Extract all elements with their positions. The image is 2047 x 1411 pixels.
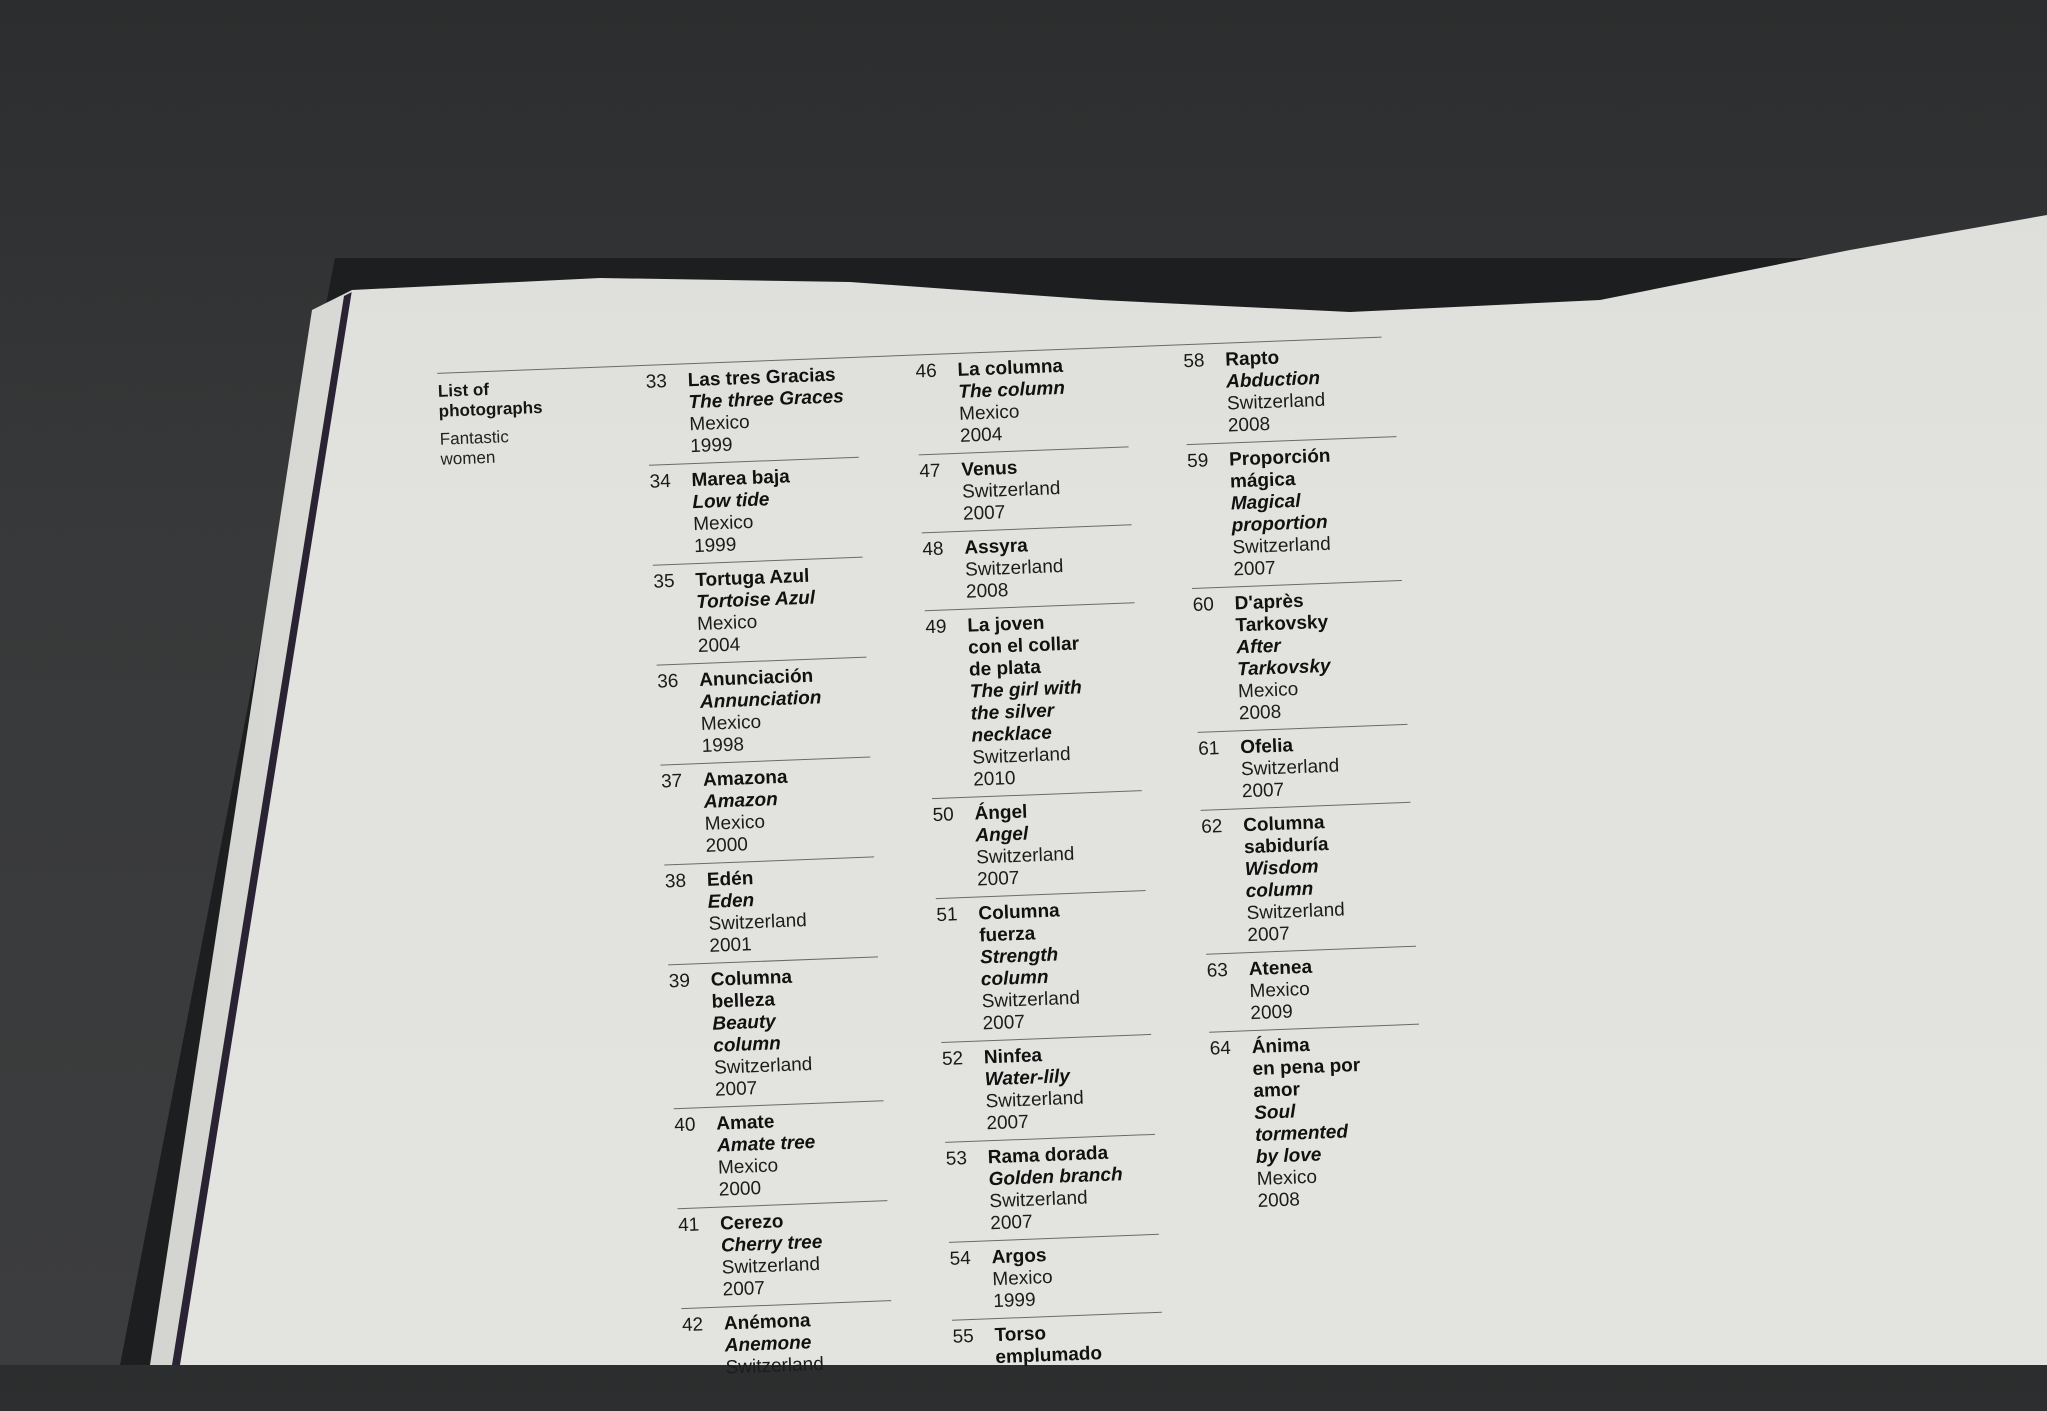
title-english: Cherry tree <box>720 1231 823 1257</box>
entry-number: 36 <box>656 670 679 693</box>
entry-text <box>978 897 1151 1035</box>
photo-entry <box>1183 337 1397 445</box>
location: Mexico <box>1249 978 1311 1003</box>
title-english: Magical proportion <box>1230 490 1329 537</box>
entry-text <box>1251 1031 1426 1213</box>
title-english: Amate tree <box>716 1131 816 1157</box>
entry-text <box>961 453 1131 525</box>
year: 2007 <box>986 1111 1030 1135</box>
entry-text <box>716 1107 887 1201</box>
year: 2000 <box>705 834 749 857</box>
entry-text <box>1243 809 1416 947</box>
entry-text <box>957 353 1128 447</box>
year: 2009 <box>1250 1001 1294 1025</box>
title-english: Eden <box>707 890 755 913</box>
year: 2001 <box>709 934 753 957</box>
entry-number: 59 <box>1186 450 1209 473</box>
entry-text <box>984 1041 1155 1135</box>
entry-number: 37 <box>660 770 683 793</box>
title-spanish: Columna sabiduría <box>1242 812 1329 859</box>
title-english: Anemone <box>724 1332 812 1357</box>
year: 1998 <box>701 734 745 757</box>
entry-text <box>710 963 883 1101</box>
photo-entry <box>919 447 1132 533</box>
location: Switzerland <box>713 1053 813 1079</box>
entry-text <box>1234 587 1407 725</box>
title-english: Beauty column <box>712 1011 782 1057</box>
entry-text <box>707 863 878 957</box>
title-english: Abduction <box>1225 367 1321 393</box>
location: Switzerland <box>975 843 1075 869</box>
entry-text <box>720 1207 891 1301</box>
title-english: Low tide <box>692 489 770 514</box>
entry-number: 48 <box>921 538 944 561</box>
title-english: Wisdom column <box>1244 856 1319 903</box>
title-spanish: Columna fuerza <box>978 900 1061 947</box>
column-2 <box>915 347 1164 1375</box>
photo-entry <box>922 525 1135 611</box>
entry-text <box>1240 731 1410 803</box>
year: 2000 <box>718 1178 762 1201</box>
title-spanish: Anunciación <box>698 665 814 692</box>
photo-entry <box>657 658 871 766</box>
location: Switzerland <box>1232 533 1332 559</box>
location: Switzerland <box>708 910 808 935</box>
photo-entry <box>653 558 867 666</box>
photo-entry <box>941 1035 1155 1143</box>
title-english: Strength column <box>979 944 1059 991</box>
location: Switzerland <box>964 555 1064 581</box>
location: Switzerland <box>961 478 1061 503</box>
title-spanish: Ofelia <box>1239 735 1294 759</box>
title-spanish: Columna belleza <box>710 966 793 1013</box>
title-spanish: Ninfea <box>983 1045 1043 1069</box>
title-spanish: Argos <box>991 1245 1047 1269</box>
photo-entry <box>1198 725 1411 811</box>
entry-text <box>974 797 1145 891</box>
title-english: The three Graces <box>688 386 845 414</box>
list-heading: List of photographs <box>437 379 543 421</box>
photo-entry <box>649 458 863 566</box>
entry-text <box>991 1241 1161 1313</box>
title-spanish: Rama dorada <box>987 1142 1109 1169</box>
year: 2008 <box>965 580 1009 603</box>
year: 2008 <box>1257 1189 1301 1212</box>
entry-number: 35 <box>653 570 675 593</box>
column-1 <box>645 358 894 1386</box>
title-spanish: Torso emplumado <box>994 1323 1103 1369</box>
title-spanish: Amazona <box>702 766 788 791</box>
entry-number: 50 <box>932 804 955 827</box>
title-english: Soul tormented by love <box>1253 1101 1349 1168</box>
year: 2007 <box>714 1078 758 1101</box>
year: 2010 <box>972 767 1016 791</box>
entry-number: 55 <box>952 1325 975 1348</box>
location: Mexico <box>704 811 766 835</box>
photo-entry <box>660 758 874 866</box>
entry-number: 46 <box>915 360 938 383</box>
title-spanish: Cerezo <box>719 1211 784 1235</box>
location: Switzerland <box>725 1353 825 1379</box>
entry-number: 49 <box>924 616 947 639</box>
entry-number: 64 <box>1209 1037 1232 1060</box>
location: Mexico <box>717 1155 779 1179</box>
photo-entry <box>915 347 1129 455</box>
location: Mexico <box>692 511 754 536</box>
year: 1999 <box>992 1289 1036 1313</box>
year: 2007 <box>1247 923 1291 947</box>
photo-entry <box>945 1135 1159 1243</box>
entry-text <box>703 763 874 857</box>
photo-entry <box>952 1313 1164 1376</box>
title-english: Water-lily <box>984 1066 1071 1091</box>
entry-text <box>1248 953 1418 1025</box>
photo-entry <box>1187 437 1402 589</box>
entry-number: 42 <box>681 1314 704 1337</box>
title-spanish: D'après Tarkovsky <box>1234 590 1329 637</box>
year: 1999 <box>689 434 733 458</box>
entry-number: 34 <box>649 470 672 493</box>
entry-text <box>987 1141 1158 1235</box>
entry-text <box>724 1307 894 1379</box>
title-english: Annunciation <box>699 687 822 713</box>
entry-text <box>691 464 862 558</box>
entry-number: 41 <box>677 1214 700 1237</box>
photo-entry <box>678 1201 892 1309</box>
entry-number: 47 <box>919 460 941 483</box>
entry-number: 58 <box>1182 350 1205 373</box>
location: Switzerland <box>972 743 1071 769</box>
location: Mexico <box>700 711 762 735</box>
entry-number: 33 <box>645 371 668 393</box>
photo-entry <box>1201 803 1416 955</box>
year: 2007 <box>982 1011 1026 1035</box>
photo-entry <box>664 857 878 965</box>
title-spanish: Assyra <box>963 535 1029 559</box>
photo-entry <box>668 957 883 1109</box>
location: Mexico <box>992 1266 1054 1291</box>
entry-number: 52 <box>941 1048 964 1070</box>
entry-text <box>1225 343 1396 437</box>
title-spanish: Las tres Gracias <box>687 364 836 392</box>
entry-text <box>1229 443 1402 581</box>
photo-entry <box>681 1301 894 1386</box>
entry-text <box>964 531 1134 603</box>
location: Mexico <box>1237 679 1299 703</box>
year: 2007 <box>722 1277 766 1301</box>
title-english: Amazon <box>703 789 779 813</box>
entry-number: 40 <box>673 1114 696 1137</box>
entry-number: 39 <box>668 970 691 993</box>
year: 2007 <box>989 1211 1033 1235</box>
title-spanish: Marea baja <box>691 466 791 492</box>
year: 2007 <box>962 502 1006 525</box>
location: Mexico <box>958 401 1020 425</box>
year: 2007 <box>1241 779 1285 803</box>
photo-entry <box>949 1235 1162 1321</box>
entry-text <box>699 664 870 758</box>
photo-entry <box>936 891 1151 1043</box>
title-english: After Tarkovsky <box>1235 635 1331 681</box>
location: Mexico <box>696 611 758 636</box>
title-spanish: Amate <box>715 1111 775 1135</box>
location: Switzerland <box>981 987 1081 1013</box>
title-english: The column <box>957 377 1066 403</box>
title-spanish: La columna <box>957 355 1064 381</box>
location: Switzerland <box>1246 899 1346 925</box>
entry-number: 51 <box>936 904 958 927</box>
year: 2008 <box>1227 413 1271 437</box>
title-spanish: Rapto <box>1224 347 1280 371</box>
year: 2008 <box>1238 701 1282 725</box>
title-spanish: Proporción mágica <box>1228 445 1331 493</box>
title-spanish: Tortuga Azul <box>695 565 810 592</box>
title-spanish: La joven con el collar de plata <box>966 612 1080 681</box>
year: 2004 <box>697 634 741 658</box>
title-spanish: Ánima en pena por amor <box>1251 1034 1361 1103</box>
year: 2004 <box>959 424 1003 447</box>
entry-number: 53 <box>945 1148 968 1170</box>
location: Switzerland <box>1240 755 1340 781</box>
year: 1999 <box>693 534 737 558</box>
photo-entry <box>925 603 1142 799</box>
title-spanish: Edén <box>706 868 754 891</box>
location: Switzerland <box>721 1253 821 1279</box>
series-title: Fantastic women <box>439 427 510 469</box>
photo-entry <box>932 791 1146 899</box>
photo-entry <box>1206 947 1419 1033</box>
location: Switzerland <box>989 1187 1089 1213</box>
photo-entry <box>674 1101 888 1209</box>
entry-text <box>687 364 858 458</box>
location: Mexico <box>1256 1166 1318 1190</box>
photo-entry <box>1192 581 1407 733</box>
title-english: Angel <box>975 823 1029 847</box>
location: Switzerland <box>1226 389 1326 415</box>
entry-text <box>695 564 866 658</box>
title-english: Golden branch <box>988 1164 1124 1191</box>
location: Switzerland <box>985 1087 1085 1113</box>
year: 2007 <box>1232 557 1277 581</box>
entry-number: 60 <box>1192 594 1215 617</box>
year: 2007 <box>976 867 1020 891</box>
entry-number: 38 <box>664 870 687 893</box>
entry-text <box>967 609 1142 791</box>
title-spanish: Venus <box>960 457 1018 481</box>
entry-text <box>994 1319 1164 1369</box>
title-english: The girl with the silver necklace <box>969 677 1083 747</box>
title-spanish: Ángel <box>974 801 1028 825</box>
location: Mexico <box>689 411 750 436</box>
entry-number: 63 <box>1206 959 1229 982</box>
entry-number: 62 <box>1200 816 1223 838</box>
entry-number: 61 <box>1197 738 1220 760</box>
title-english: Tortoise Azul <box>695 587 816 614</box>
photo-entry <box>645 358 859 466</box>
column-3 <box>1183 337 1426 1219</box>
photo-entry <box>1209 1025 1426 1220</box>
title-spanish: Anémona <box>723 1310 811 1335</box>
title-spanish: Atenea <box>1248 956 1313 981</box>
entry-number: 54 <box>949 1248 972 1270</box>
